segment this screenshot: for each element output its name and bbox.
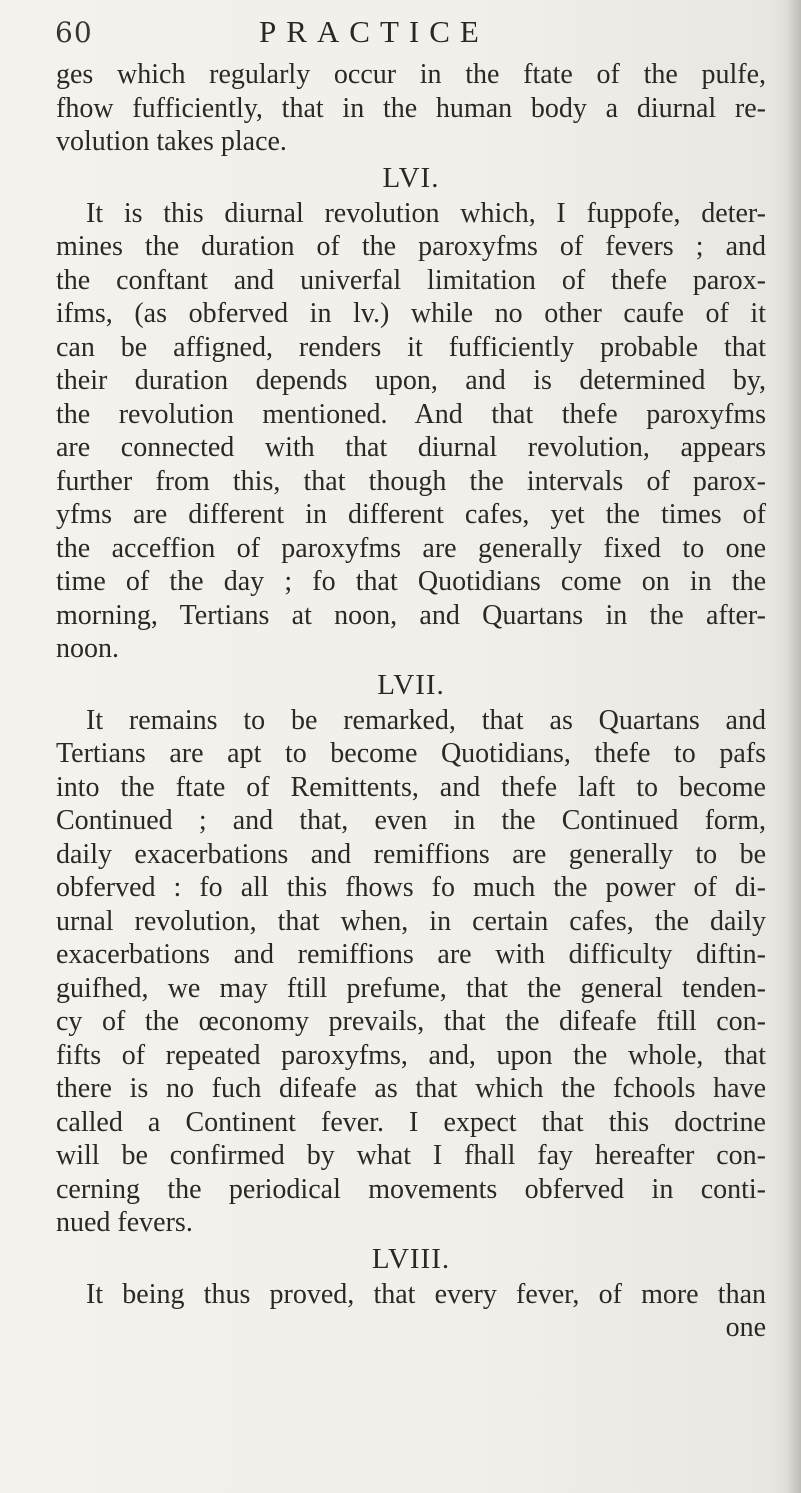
text-line: can be affigned, renders it fufficiently probable that [56,331,766,363]
text-line: fifts of repeated paroxyfms, and, upon the whole, that [56,1039,766,1071]
text-line: fhow fufficiently, that in the human body a diurnal re- [56,92,766,124]
text-line: volution takes place. [56,126,287,157]
body-text [56,58,766,1345]
section-heading-lvii: LVII. [377,668,445,701]
page-number: 60 [55,16,93,49]
text-line: urnal revolution, that when, in certain cafes, the daily [56,905,766,937]
text-line: cy of the œconomy prevails, that the difeafe ftill con- [56,1006,766,1037]
text-line: called a Continent fever. I expect that this doctrine [56,1106,766,1138]
section-heading-lvi: LVI. [382,161,440,194]
running-title: PRACTICE [259,14,489,49]
text-line: obferved : fo all this fhows fo much the power of di- [56,872,766,903]
text-line: their duration depends upon, and is determined by, [56,365,766,396]
page-edge-shadow [787,0,801,1493]
text-line: Tertians are apt to become Quotidians, thefe to pafs [56,738,766,769]
text-line: there is no fuch difeafe as that which the fchools have [56,1073,766,1104]
text-line: daily exacerbations and remiffions are generally to be [56,838,766,870]
text-line: guifhed, we may ftill prefume, that the general tenden- [56,972,766,1004]
text-line: exacerbations and remiffions are with difficulty diftin- [56,939,766,970]
text-line: Continued ; and that, even in the Continued form, [56,805,766,836]
text-line: It is this diurnal revolution which, I fuppofe, deter- [86,197,766,229]
text-line: the acceffion of paroxyfms are generally fixed to one [56,532,766,564]
text-line: time of the day ; fo that Quotidians come on in the [56,566,766,597]
text-line: are connected with that diurnal revolution, appears [56,432,766,463]
text-line: It remains to be remarked, that as Quartans and [86,704,766,736]
text-line: the revolution mentioned. And that thefe paroxyfms [56,398,766,430]
text-line: further from this, that though the intervals of parox- [56,465,766,497]
text-line: into the ftate of Remittents, and thefe laft to become [56,771,766,803]
text-line: mines the duration of the paroxyfms of fevers ; and [56,231,766,262]
text-line: yfms are different in different cafes, yet the times of [56,499,766,530]
text-line: will be confirmed by what I fhall fay hereafter con- [56,1140,766,1171]
text-line: noon. [56,633,119,664]
text-line: ges which regularly occur in the ftate of the pulfe, [56,59,766,90]
text-line: cerning the periodical movements obferved in conti- [56,1173,766,1205]
text-line: ifms, (as obferved in lv.) while no other caufe of it [56,298,766,329]
text-line: nued fevers. [56,1207,193,1238]
running-head [55,12,775,54]
text-line: the conftant and univerfal limitation of thefe parox- [56,264,766,296]
catchword: one [725,1312,766,1343]
section-heading-lviii: LVIII. [371,1242,451,1275]
text-line: morning, Tertians at noon, and Quartans in the after- [56,599,766,631]
text-line: It being thus proved, that every fever, of more than [86,1278,766,1310]
